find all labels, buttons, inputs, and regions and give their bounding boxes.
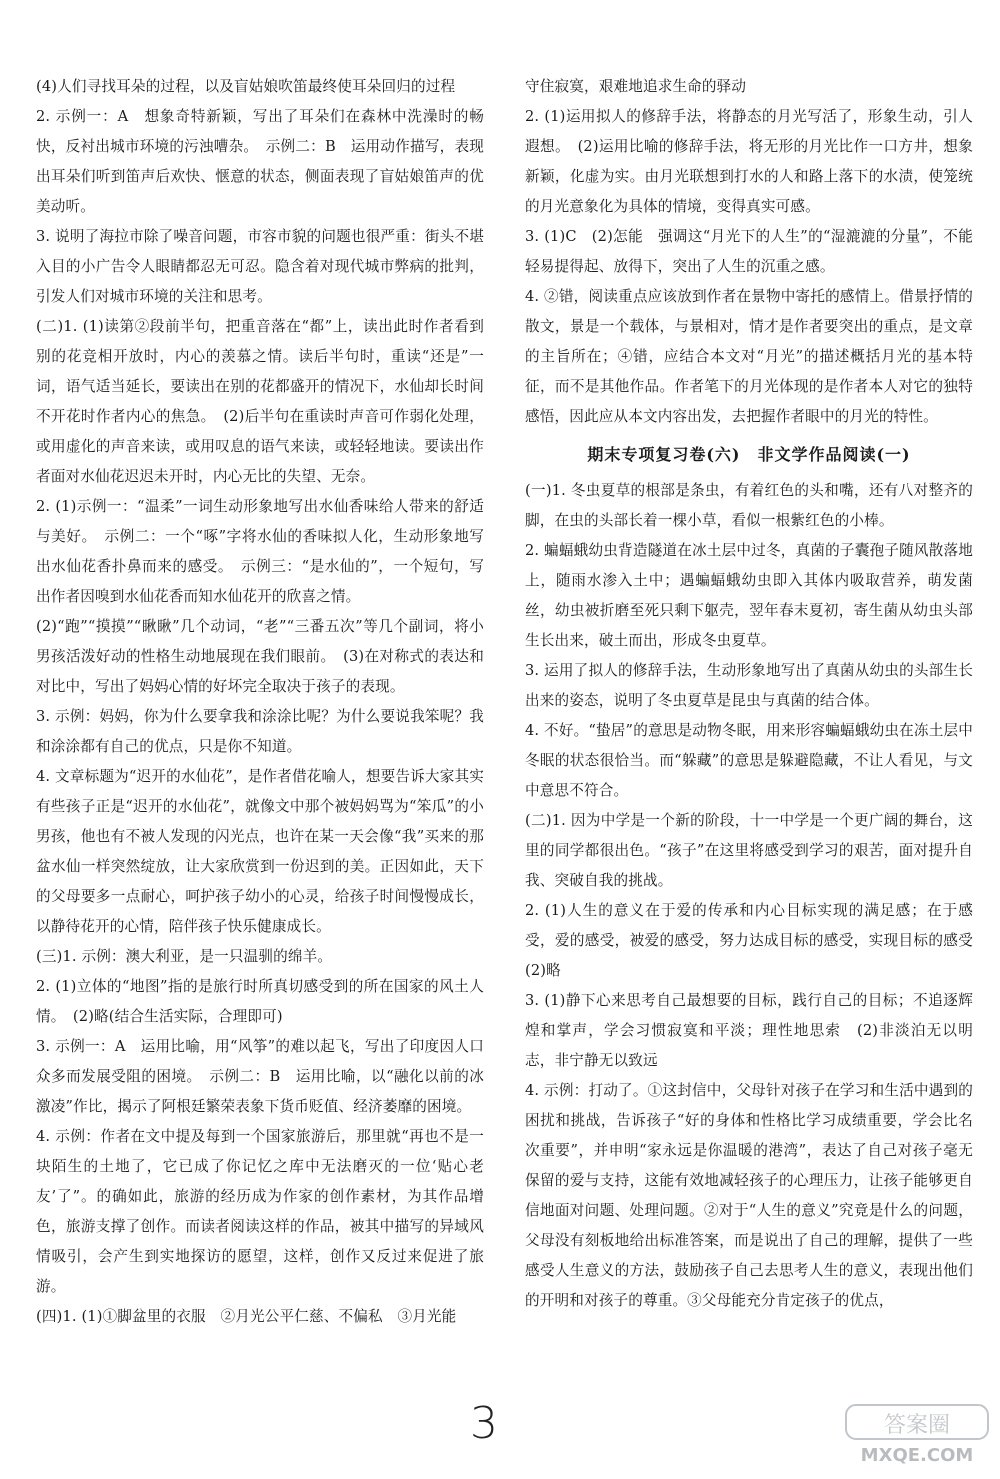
- answer-paragraph: 2. (1)示例一：“温柔”一词生动形象地写出水仙香味给人带来的舒适与美好。 示例二：一个“啄”字将水仙的香味拟人化，生动形象地写出水仙花香扑鼻而来的感受。 示例三：“是水仙的”，一个短句，写出作者因嗅到水仙花香而知水仙花开的欣喜之情。: [36, 498, 484, 605]
- watermark-logo: [842, 1399, 992, 1471]
- right-column-answers-top: [525, 72, 973, 432]
- answer-paragraph: 2. 蝙蝠蛾幼虫背造隧道在冰土层中过冬，真菌的子囊孢子随风散落地上，随雨水渗入土中；遇蝙蝠蛾幼虫即入其体内吸取营养，萌发菌丝，幼虫被折磨至死只剩下躯壳，翌年春末夏初，寄生菌从幼虫头部生长出来，破土而出，形成冬虫夏草。: [525, 542, 973, 649]
- page-number: 3: [470, 1398, 498, 1449]
- answer-paragraph: 2. (1)运用拟人的修辞手法，将静态的月光写活了，形象生动，引人遐想。 (2)运用比喻的修辞手法，将无形的月光比作一口方井，想象新颖，化虚为实。由月光联想到打水的人和路上落下的水渍，使笼统的月光意象化为具体的情境，变得真实可感。: [525, 108, 973, 215]
- answer-paragraph: 4. 示例：打动了。①这封信中，父母针对孩子在学习和生活中遇到的困扰和挑战，告诉孩子“好的身体和性格比学习成绩重要，学会比名次重要”，并申明“家永远是你温暖的港湾”，表达了自己对孩子毫无保留的爱与支持，这能有效地减轻孩子的心理压力，让孩子能够更自信地面对问题、处理问题。②对于“人生的意义”究竟是什么的问题，父母没有刻板地给出标准答案，而是说出了自己的理解，提供了一些感受人生意义的方法，鼓励孩子自己去思考人生的意义，表现出他们的开明和对孩子的尊重。③父母能充分肯定孩子的优点，: [525, 1082, 973, 1309]
- answer-paragraph: 3. (1)静下心来思考自己最想要的目标，践行自己的目标；不追逐辉煌和掌声，学会习惯寂寞和平淡；理性地思索 (2)非淡泊无以明志，非宁静无以致远: [525, 992, 973, 1069]
- left-column: [36, 72, 484, 1332]
- answer-paragraph: 3. 运用了拟人的修辞手法，生动形象地写出了真菌从幼虫的头部生长出来的姿态，说明了冬虫夏草是昆虫与真菌的结合体。: [525, 662, 973, 709]
- answer-paragraph: 2. (1)立体的“地图”指的是旅行时所真切感受到的所在国家的风土人情。 (2)略(结合生活实际，合理即可): [36, 978, 484, 1025]
- answer-paragraph: 3. 说明了海拉市除了噪音问题，市容市貌的问题也很严重：街头不堪入目的小广告令人眼睛都忍无可忍。隐含着对现代城市弊病的批判，引发人们对城市环境的关注和思考。: [36, 228, 484, 305]
- answer-paragraph: 4. ②错，阅读重点应该放到作者在景物中寄托的感情上。借景抒情的散文，景是一个载体，与景相对，情才是作者要突出的重点，是文章的主旨所在；④错，应结合本文对“月光”的描述概括月光的基本特征，而不是其他作品。作者笔下的月光体现的是作者本人对它的独特感悟，因此应从本文内容出发，去把握作者眼中的月光的特性。: [525, 288, 973, 425]
- answer-paragraph: (2)“跑”“摸摸”“瞅瞅”几个动词，“老”“三番五次”等几个副词，将小男孩活泼好动的性格生动地展现在我们眼前。 (3)在对称式的表达和对比中，写出了妈妈心情的好坏完全取决于孩子的表现。: [36, 618, 484, 695]
- answer-paragraph: 3. (1)C (2)怎能 强调这“月光下的人生”的“湿漉漉的分量”，不能轻易提得起、放得下，突出了人生的沉重之感。: [525, 228, 973, 275]
- answer-paragraph: (一)1. 冬虫夏草的根部是条虫，有着红色的头和嘴，还有八对整齐的脚，在虫的头部长着一棵小草，看似一根紫红色的小棒。: [525, 482, 973, 529]
- answer-paragraph: 2. (1)人生的意义在于爱的传承和内心目标实现的满足感；在于感受，爱的感受，被爱的感受，努力达成目标的感受，实现目标的感受 (2)略: [525, 902, 988, 979]
- answer-paragraph: (二)1. (1)读第②段前半句，把重音落在“都”上，读出此时作者看到别的花竞相开放时，内心的羡慕之情。读后半句时，重读“还是”一词，语气适当延长，要读出在别的花都盛开的情况下，水仙却长时间不开花时作者内心的焦急。 (2)后半句在重读时声音可作弱化处理，或用虚化的声音来读，或用叹息的语气来读，或轻轻地读。要读出作者面对水仙花迟迟未开时，内心无比的失望、无奈。: [36, 318, 484, 485]
- answer-paragraph: (三)1. 示例：澳大利亚，是一只温驯的绵羊。: [36, 948, 333, 965]
- answer-paragraph: 3. 示例一：A 运用比喻，用“风筝”的难以起飞，写出了印度因人口众多而发展受阻的困境。 示例二：B 运用比喻，以“融化以前的冰激凌”作比，揭示了阿根廷繁荣表象下货币贬值、经济萎靡的困境。: [36, 1038, 484, 1115]
- watermark-text: MXQE.COM: [860, 1445, 974, 1466]
- svg-text:答案圈: 答案圈: [883, 1413, 951, 1438]
- answer-paragraph: 3. 示例：妈妈，你为什么要拿我和涂涂比呢？为什么要说我笨呢？我和涂涂都有自己的优点，只是你不知道。: [36, 708, 484, 755]
- right-column-answers-bottom: [525, 476, 988, 1316]
- answer-paragraph: 2. 示例一：A 想象奇特新颖，写出了耳朵们在森林中洗澡时的畅快，反衬出城市环境的污浊嘈杂。 示例二：B 运用动作描写，表现出耳朵们听到笛声后欢快、惬意的状态，侧面表现了盲姑娘笛声的优美动听。: [36, 108, 484, 215]
- answer-paragraph: (4)人们寻找耳朵的过程，以及盲姑娘吹笛最终使耳朵回归的过程: [36, 78, 456, 95]
- answer-paragraph: 守住寂寞，艰难地追求生命的驿动: [525, 78, 747, 95]
- right-column: [525, 72, 988, 1316]
- answer-paragraph: 4. 文章标题为“迟开的水仙花”，是作者借花喻人，想要告诉大家其实有些孩子正是“迟开的水仙花”，就像文中那个被妈妈骂为“笨瓜”的小男孩，他也有不被人发现的闪光点，也许在某一天会像“我”买来的那盆水仙一样突然绽放，让大家欣赏到一份迟到的美。正因如此，天下的父母要多一点耐心，呵护孩子幼小的心灵，给孩子时间慢慢成长，以静待花开的心情，陪伴孩子快乐健康成长。: [36, 768, 484, 935]
- section-heading: 期末专项复习卷(六) 非文学作品阅读(一): [587, 445, 911, 464]
- answer-paragraph: (二)1. 因为中学是一个新的阶段，十一中学是一个更广阔的舞台，这里的同学都很出色。“孩子”在这里将感受到学习的艰苦，面对提升自我、突破自我的挑战。: [525, 812, 973, 889]
- answer-paragraph: 4. 示例：作者在文中提及每到一个国家旅游后，那里就“再也不是一块陌生的土地了，它已成了你记忆之库中无法磨灭的一位‘贴心老友’了”。的确如此，旅游的经历成为作家的创作素材，为其作品增色，旅游支撑了创作。而读者阅读这样的作品，被其中描写的异域风情吸引，会产生到实地探访的愿望，这样，创作又反过来促进了旅游。: [36, 1128, 484, 1295]
- answer-paragraph: 4. 不好。“蛰居”的意思是动物冬眠，用来形容蝙蝠蛾幼虫在冻土层中冬眠的状态很恰当。而“躲藏”的意思是躲避隐藏，不让人看见，与文中意思不符合。: [525, 722, 973, 799]
- answer-paragraph: (四)1. (1)①脚盆里的衣服 ②月光公平仁慈、不偏私 ③月光能: [36, 1308, 457, 1325]
